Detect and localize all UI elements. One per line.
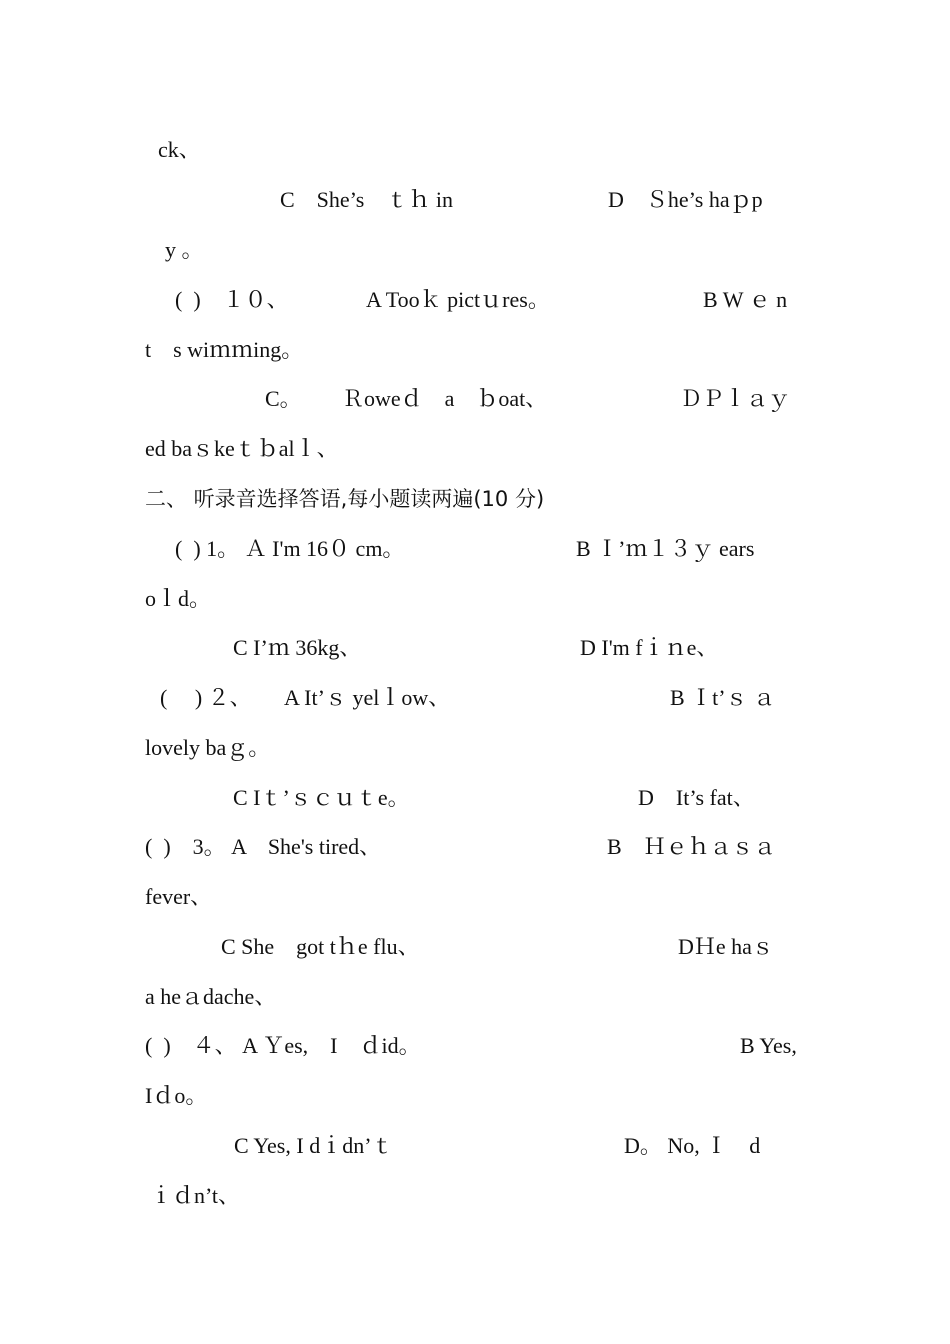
option-c: C She got tｈe flu、: [221, 934, 420, 959]
question-3: ( ) 3。 A She's tired、: [145, 834, 382, 859]
text-line: oｌd。: [145, 586, 212, 611]
question-2: ( ) ２、: [160, 685, 252, 710]
option-d: D It’s fat、: [638, 785, 755, 810]
text-line: a heａdache、: [145, 984, 277, 1009]
text-line: y 。: [165, 237, 204, 262]
text-line: ck、: [158, 137, 201, 162]
option-c: C Iｔ’ｓｃｕｔe。: [233, 785, 410, 810]
option-a: A Tooｋ pictｕres。: [366, 287, 550, 312]
section-heading: 二、 听录音选择答语,每小题读两遍(10 分): [145, 487, 545, 511]
option-d: D Ｓhe’s haｐp: [608, 187, 763, 212]
text-line: ｉｄn’t、: [150, 1183, 241, 1208]
option-c: C She’s ｔｈ in: [280, 187, 453, 212]
option-b: B Ｉ’ｍ１３ｙ ears: [576, 536, 755, 561]
text-line: Iｄo。: [145, 1083, 208, 1108]
option-c: C I’ｍ 36kg、: [233, 635, 362, 660]
text-line: fever、: [145, 884, 213, 909]
option-d: DＨe haｓ: [678, 934, 774, 959]
question-1: ( ) 1。 Ａ I'm 16０ cm。: [175, 536, 405, 561]
option-c-text: Ｒoweｄ a ｂoat、: [342, 386, 548, 411]
option-b: B Yes,: [740, 1033, 797, 1058]
option-c: C。: [265, 386, 302, 411]
option-d: D。 No, Ｉ d: [624, 1133, 761, 1158]
question-4: ( ) ４、 A Ｙes, I ｄid。: [145, 1033, 421, 1058]
question-number: ( ) １０、: [175, 287, 289, 312]
text-line: t s wiｍｍing。: [145, 337, 304, 362]
text-line: lovely baｇ。: [145, 735, 271, 760]
option-d: ＤＰｌａｙ: [680, 386, 791, 411]
option-b: B Ｉt’ｓ ａ: [670, 685, 776, 710]
option-c: C Yes, I dｉdn’ｔ: [234, 1133, 394, 1158]
option-d: D I'm fｉｎe、: [580, 635, 719, 660]
option-b: B Ｈｅｈａｓａ: [607, 834, 776, 859]
text-line: ed baｓkeｔｂalｌ、: [145, 436, 339, 461]
option-b: B W ｅ n: [703, 287, 788, 312]
option-a: A It’ｓ yelｌow、: [284, 685, 451, 710]
